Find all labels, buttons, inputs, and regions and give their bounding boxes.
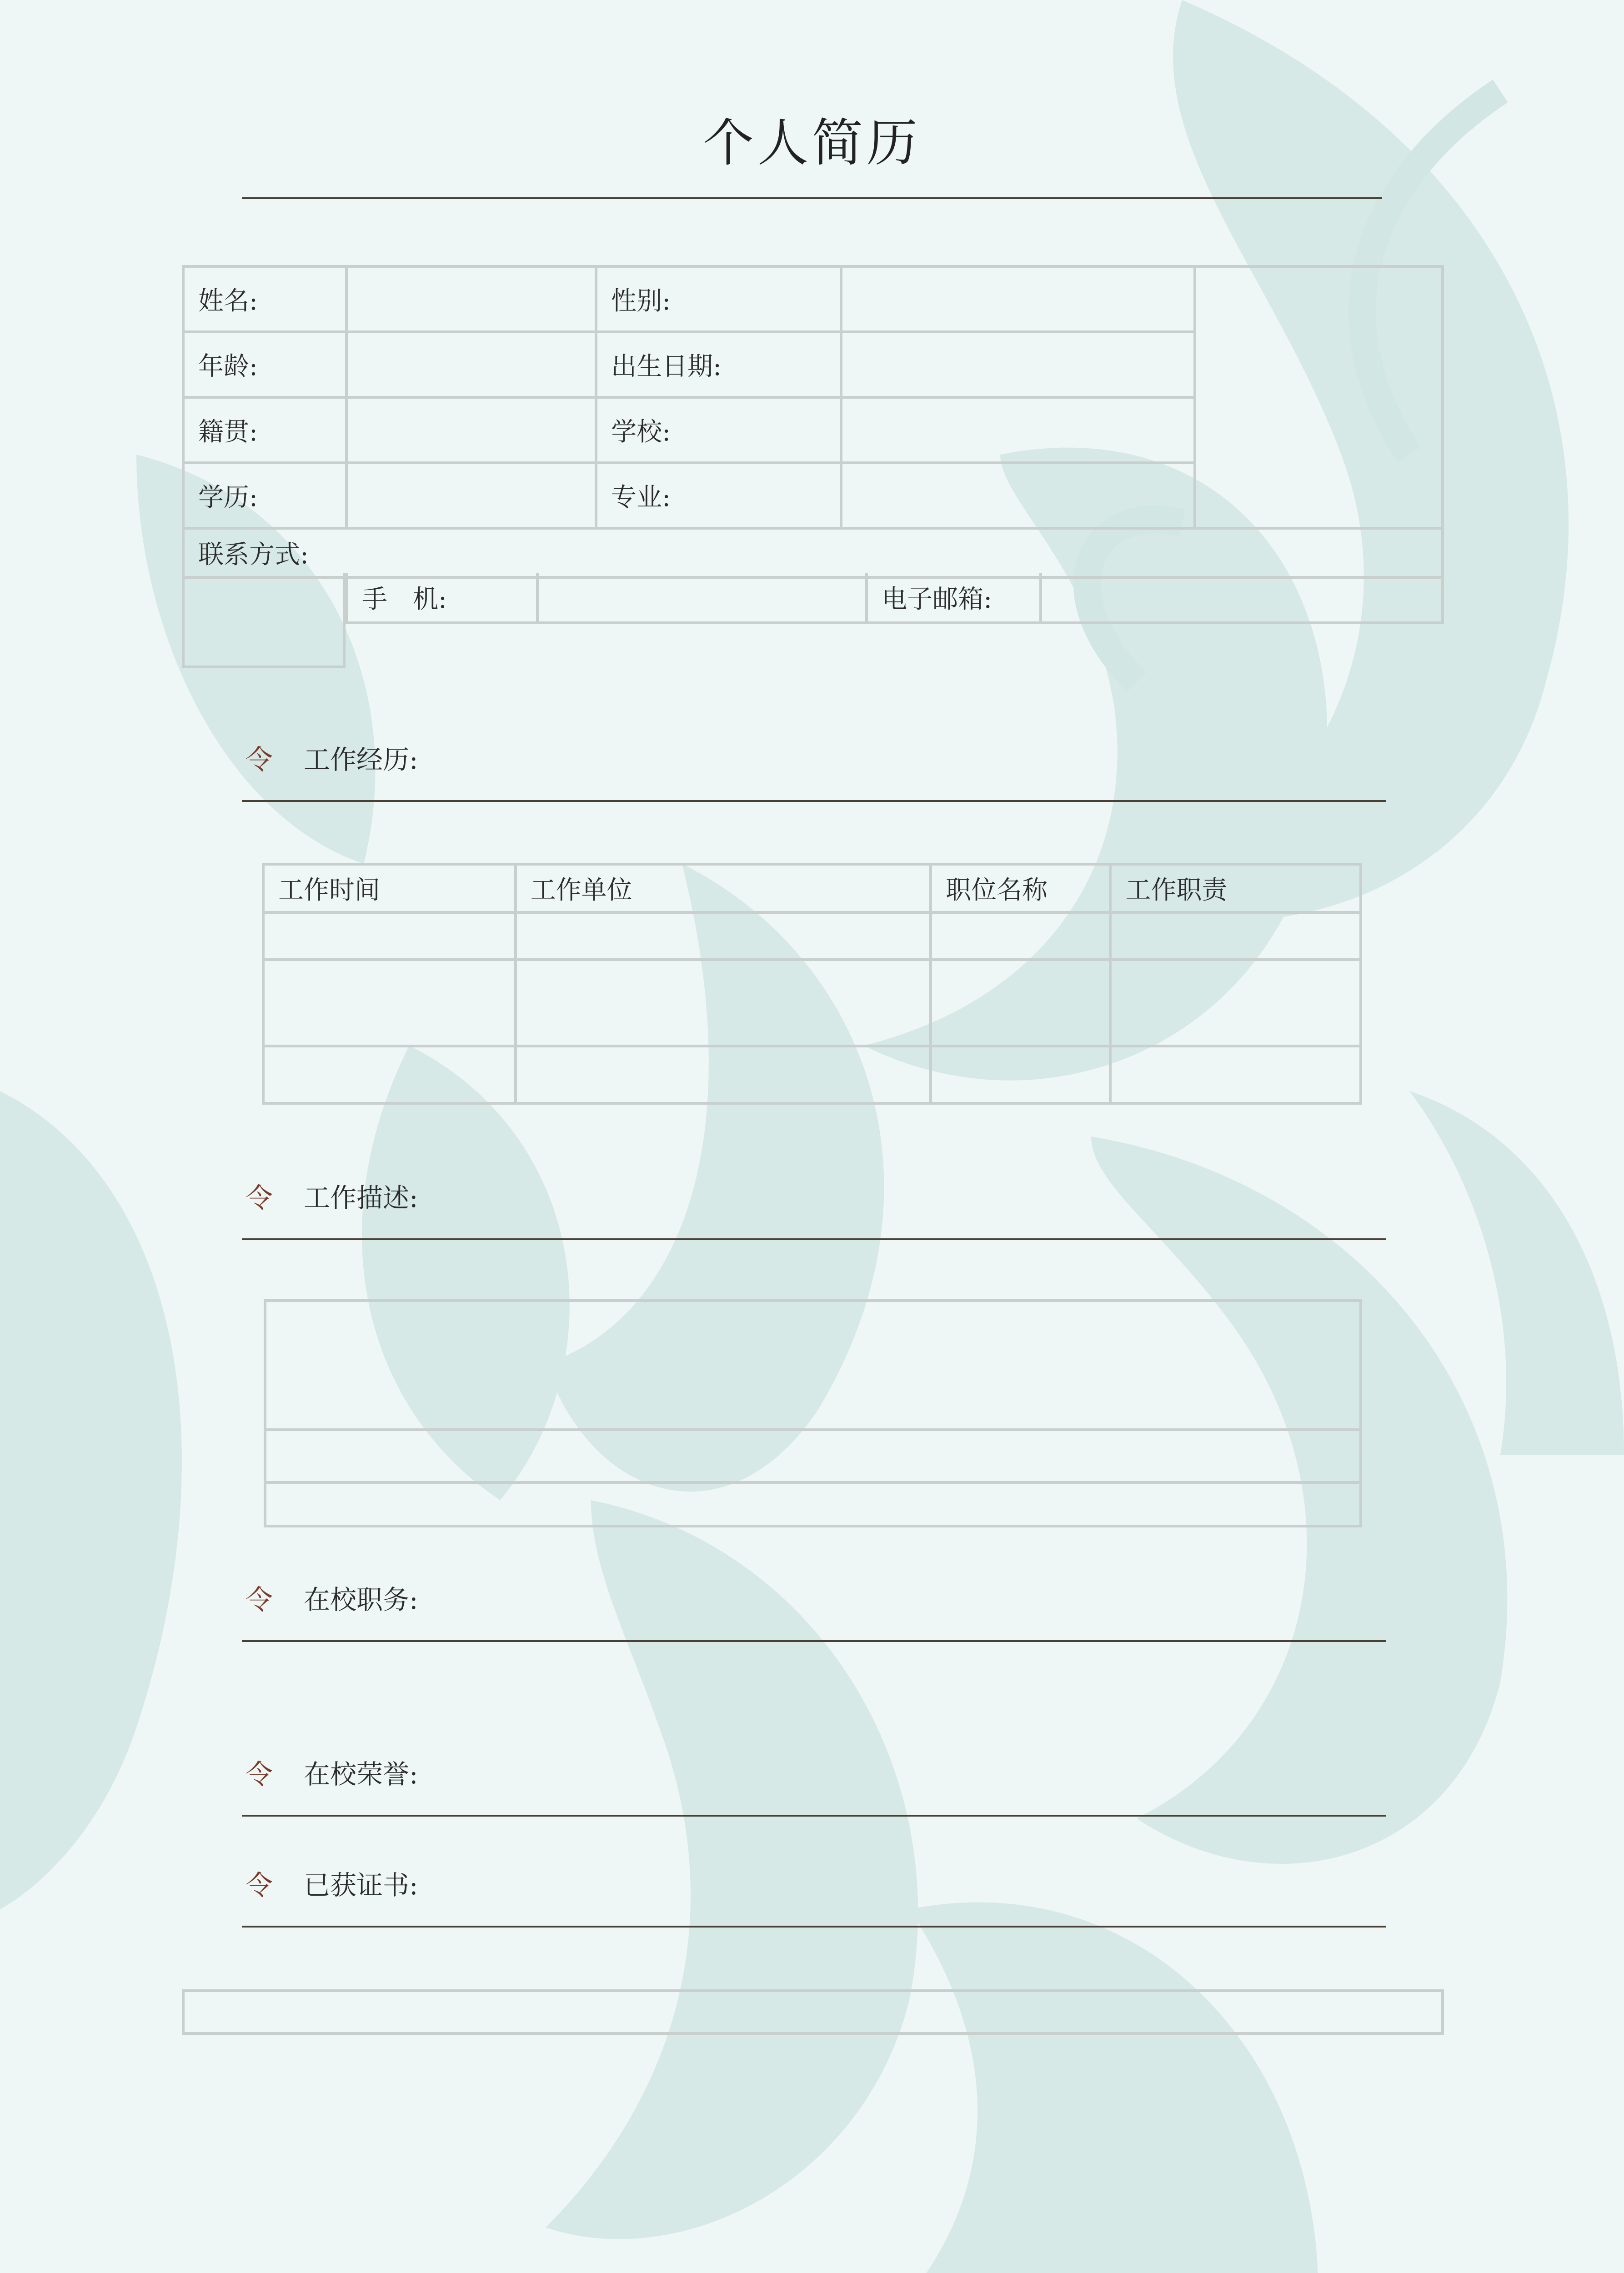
- section-rule: [242, 1926, 1386, 1928]
- table-cell[interactable]: [931, 912, 1110, 960]
- section-school-positions: 在校职务:: [304, 1584, 418, 1615]
- section-bullet-icon: 令: [246, 1870, 273, 1902]
- section-rule: [242, 1815, 1386, 1817]
- footer-box[interactable]: [182, 1989, 1444, 2035]
- contact-table: [346, 573, 1444, 624]
- section-bullet-icon: 令: [246, 744, 273, 776]
- work-col-position: 职位名称: [931, 864, 1110, 912]
- hometown-field[interactable]: [346, 397, 596, 463]
- birthdate-label: 出生日期:: [596, 332, 841, 397]
- section-work-description: 工作描述:: [304, 1182, 418, 1213]
- major-field[interactable]: [841, 463, 1195, 528]
- contact-blank-box[interactable]: [182, 573, 346, 668]
- major-label: 专业:: [596, 463, 841, 528]
- section-bullet-icon: 令: [246, 1584, 273, 1616]
- section-bullet-icon: 令: [246, 1182, 273, 1214]
- description-field[interactable]: [265, 1430, 1361, 1482]
- table-cell[interactable]: [1110, 912, 1361, 960]
- email-field[interactable]: [1041, 573, 1443, 623]
- table-cell[interactable]: [931, 960, 1110, 1046]
- section-certificates: 已获证书:: [304, 1870, 418, 1901]
- section-rule: [242, 800, 1386, 802]
- photo-box[interactable]: [1195, 266, 1443, 528]
- table-cell[interactable]: [1110, 1046, 1361, 1103]
- section-rule: [242, 1640, 1386, 1642]
- table-cell[interactable]: [516, 912, 931, 960]
- name-label: 姓名:: [183, 266, 346, 332]
- section-work-experience: 工作经历:: [304, 744, 418, 775]
- description-field[interactable]: [265, 1482, 1361, 1526]
- section-bullet-icon: 令: [246, 1759, 273, 1791]
- table-row: [263, 960, 1361, 1046]
- title-underline: [242, 197, 1382, 199]
- table-cell[interactable]: [931, 1046, 1110, 1103]
- work-col-time: 工作时间: [263, 864, 516, 912]
- table-cell[interactable]: [263, 1046, 516, 1103]
- page-title: 个人简历: [703, 114, 921, 173]
- table-cell[interactable]: [516, 1046, 931, 1103]
- phone-field[interactable]: [537, 573, 867, 623]
- birthdate-field[interactable]: [841, 332, 1195, 397]
- table-row: [263, 1046, 1361, 1103]
- age-label: 年龄:: [183, 332, 346, 397]
- gender-label: 性别:: [596, 266, 841, 332]
- hometown-label: 籍贯:: [183, 397, 346, 463]
- table-cell[interactable]: [263, 912, 516, 960]
- description-field[interactable]: [265, 1301, 1361, 1430]
- table-cell[interactable]: [516, 960, 931, 1046]
- email-label: 电子邮箱:: [867, 573, 1041, 623]
- school-label: 学校:: [596, 397, 841, 463]
- education-label: 学历:: [183, 463, 346, 528]
- gender-field[interactable]: [841, 266, 1195, 332]
- education-field[interactable]: [346, 463, 596, 528]
- work-table: [262, 863, 1362, 1105]
- name-field[interactable]: [346, 266, 596, 332]
- section-school-honors: 在校荣誉:: [304, 1759, 418, 1790]
- section-rule: [242, 1238, 1386, 1240]
- basic-info-table: [182, 265, 1444, 579]
- contact-label: 联系方式:: [183, 528, 1443, 577]
- work-col-company: 工作单位: [516, 864, 931, 912]
- school-field[interactable]: [841, 397, 1195, 463]
- age-field[interactable]: [346, 332, 596, 397]
- phone-label: 手 机:: [347, 573, 537, 623]
- table-cell[interactable]: [1110, 960, 1361, 1046]
- description-table: [264, 1299, 1362, 1527]
- table-cell[interactable]: [263, 960, 516, 1046]
- table-row: [263, 912, 1361, 960]
- work-col-duty: 工作职责: [1110, 864, 1361, 912]
